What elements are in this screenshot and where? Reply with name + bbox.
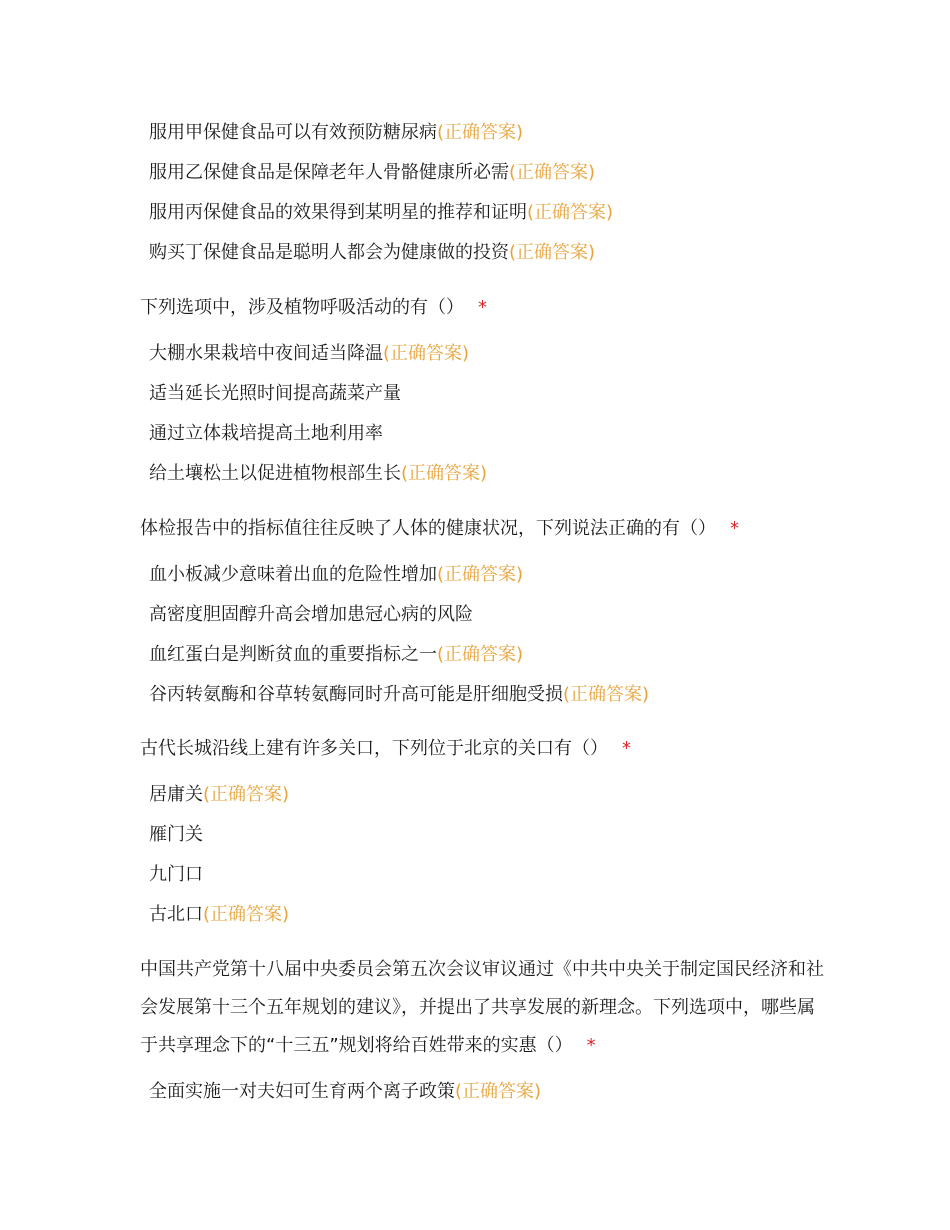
correct-answer-tag: (正确答案): [437, 564, 524, 585]
correct-answer-tag: (正确答案): [527, 202, 614, 223]
question-title: 体检报告中的指标值往往反映了人体的健康状况，下列说法正确的有（） *: [140, 518, 739, 539]
option[interactable]: 血红蛋白是判断贫血的重要指标之一(正确答案): [149, 644, 524, 665]
correct-answer-tag: (正确答案): [563, 684, 650, 705]
correct-answer-tag: (正确答案): [455, 1081, 542, 1102]
correct-answer-tag: (正确答案): [383, 343, 470, 364]
option[interactable]: 服用乙保健食品是保障老年人骨骼健康所必需(正确答案): [149, 162, 596, 183]
option[interactable]: 古北口(正确答案): [149, 904, 290, 925]
option[interactable]: 居庸关(正确答案): [149, 784, 290, 805]
correct-answer-tag: (正确答案): [509, 242, 596, 263]
option[interactable]: 通过立体栽培提高土地利用率: [149, 423, 383, 444]
question-title: 中国共产党第十八届中央委员会第五次会议审议通过《中共中央关于制定国民经济和社会发展第十三个五年规划的建议》，并提出了共享发展的新理念。下列选项中，哪些属于共享理念下的“十三五”规划将给百姓带来的实惠（） *: [140, 959, 824, 1056]
option[interactable]: 高密度胆固醇升高会增加患冠心病的风险: [149, 604, 473, 625]
required-mark: *: [478, 297, 487, 318]
q3-options: [149, 783, 889, 927]
option[interactable]: 适当延长光照时间提高蔬菜产量: [149, 383, 401, 404]
q4-options: [149, 1080, 889, 1104]
correct-answer-tag: (正确答案): [203, 784, 290, 805]
correct-answer-tag: (正确答案): [203, 904, 290, 925]
q1-options: [149, 342, 889, 486]
option[interactable]: 雁门关: [149, 824, 203, 845]
option[interactable]: 给土壤松土以促进植物根部生长(正确答案): [149, 463, 488, 484]
option[interactable]: 全面实施一对夫妇可生育两个离子政策(正确答案): [149, 1081, 542, 1102]
required-mark: *: [730, 518, 739, 539]
option[interactable]: 购买丁保健食品是聪明人都会为健康做的投资(正确答案): [149, 242, 596, 263]
option[interactable]: 大棚水果栽培中夜间适当降温(正确答案): [149, 343, 470, 364]
option[interactable]: 九门口: [149, 864, 203, 885]
correct-answer-tag: (正确答案): [437, 644, 524, 665]
question-title: 下列选项中，涉及植物呼吸活动的有（） *: [140, 297, 487, 318]
q2-options: [149, 563, 889, 707]
question-title: 古代长城沿线上建有许多关口，下列位于北京的关口有（） *: [140, 738, 631, 759]
option[interactable]: 谷丙转氨酶和谷草转氨酶同时升高可能是肝细胞受损(正确答案): [149, 684, 650, 705]
option[interactable]: 血小板减少意味着出血的危险性增加(正确答案): [149, 564, 524, 585]
correct-answer-tag: (正确答案): [401, 463, 488, 484]
q0-options: [149, 121, 889, 265]
required-mark: *: [622, 738, 631, 759]
option[interactable]: 服用丙保健食品的效果得到某明星的推荐和证明(正确答案): [149, 202, 614, 223]
required-mark: *: [586, 1035, 596, 1056]
correct-answer-tag: (正确答案): [437, 122, 524, 143]
correct-answer-tag: (正确答案): [509, 162, 596, 183]
option[interactable]: 服用甲保健食品可以有效预防糖尿病(正确答案): [149, 122, 524, 143]
